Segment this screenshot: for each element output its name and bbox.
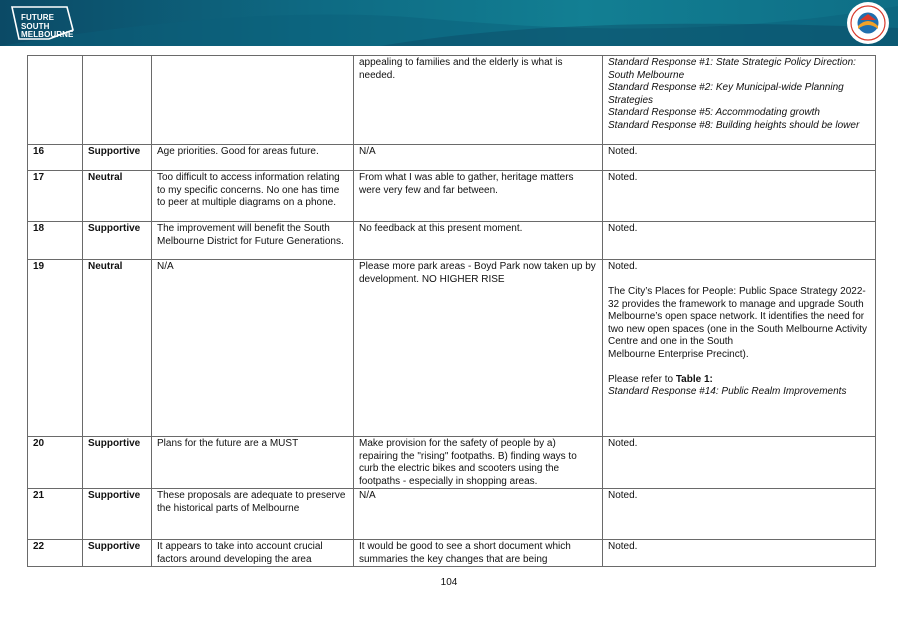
row-sentiment: Supportive <box>83 222 152 260</box>
table-row <box>28 171 876 222</box>
row-number <box>28 56 83 145</box>
city-of-port-phillip-logo <box>846 1 890 45</box>
brand-line-3: MELBOURNE <box>21 30 74 39</box>
refer-prefix: Please refer to <box>608 373 676 385</box>
standard-response-line: Standard Response #14: Public Realm Improvements <box>608 386 847 397</box>
standard-response-line: Standard Response #5: Accommodating growth <box>608 107 820 118</box>
row-feedback: No feedback at this present moment. <box>354 222 603 260</box>
standard-response-line: Standard Response #2: Key Municipal-wide Planning Strategies <box>608 82 844 106</box>
response-noted: Noted. <box>608 261 638 272</box>
row-comment: The improvement will benefit the South Melbourne District for Future Generations. <box>152 222 354 260</box>
row-number: 20 <box>28 437 83 489</box>
row-comment <box>152 56 354 145</box>
row-sentiment: Neutral <box>83 171 152 222</box>
table-row <box>28 56 876 145</box>
row-number: 22 <box>28 540 83 567</box>
row-feedback: It would be good to see a short document which summaries the key changes that are being <box>354 540 603 567</box>
table-row <box>28 145 876 171</box>
row-feedback: Please more park areas - Boyd Park now taken up by development. NO HIGHER RISE <box>354 260 603 437</box>
table-row <box>28 489 876 540</box>
row-feedback: From what I was able to gather, heritage matters were very few and far between. <box>354 171 603 222</box>
row-comment: It appears to take into account crucial factors around developing the area <box>152 540 354 567</box>
row-sentiment <box>83 56 152 145</box>
brand-line-2: SOUTH <box>21 21 50 31</box>
row-feedback: N/A <box>354 145 603 171</box>
row-response: Noted. <box>603 437 876 489</box>
row-response: Noted. <box>603 145 876 171</box>
row-response: Noted. <box>603 540 876 567</box>
row-sentiment: Supportive <box>83 145 152 171</box>
row-sentiment: Supportive <box>83 540 152 567</box>
row-response <box>603 260 876 437</box>
row-sentiment: Neutral <box>83 260 152 437</box>
table-row <box>28 222 876 260</box>
row-comment: Plans for the future are a MUST <box>152 437 354 489</box>
table-row <box>28 540 876 567</box>
row-comment: N/A <box>152 260 354 437</box>
page-number: 104 <box>440 577 458 588</box>
page-header-banner <box>0 0 898 46</box>
row-response: Noted. <box>603 489 876 540</box>
row-response: Noted. <box>603 171 876 222</box>
row-response <box>603 56 876 145</box>
row-number: 21 <box>28 489 83 540</box>
row-number: 16 <box>28 145 83 171</box>
future-south-melbourne-logo <box>9 4 89 42</box>
table-row <box>28 437 876 489</box>
header-swoosh-graphic <box>0 0 898 46</box>
row-number: 18 <box>28 222 83 260</box>
row-number: 19 <box>28 260 83 437</box>
row-feedback: Make provision for the safety of people by a) repairing the "rising" footpaths. B) finding ways to curb the electric bikes and scooters using the footpaths - especially in shopping areas. <box>354 437 603 489</box>
row-sentiment: Supportive <box>83 437 152 489</box>
brand-line-1: FUTURE <box>21 13 55 22</box>
refer-table-label: Table 1: <box>675 373 713 385</box>
submissions-response-table <box>27 55 876 567</box>
row-feedback: N/A <box>354 489 603 540</box>
row-comment: These proposals are adequate to preserve the historical parts of Melbourne <box>152 489 354 540</box>
row-sentiment: Supportive <box>83 489 152 540</box>
standard-response-line: Standard Response #1: State Strategic Policy Direction: South Melbourne <box>608 57 856 81</box>
row-response: Noted. <box>603 222 876 260</box>
row-number: 17 <box>28 171 83 222</box>
row-feedback: appealing to families and the elderly is what is needed. <box>354 56 603 145</box>
response-paragraph-cont: Melbourne Enterprise Precinct). <box>608 348 749 360</box>
standard-response-line: Standard Response #8: Building heights should be lower <box>608 119 860 131</box>
row-comment: Age priorities. Good for areas future. <box>152 145 354 171</box>
row-comment: Too difficult to access information relating to my specific concerns. No one has time to peer at multiple diagrams on a phone. <box>152 171 354 222</box>
response-paragraph: The City’s Places for People: Public Space Strategy 2022-32 provides the framework to manage and upgrade South Melbourne’s open space network. It identifies the need for two new open spaces (one in the South Melbourne Activity Centre and one in the South <box>608 286 868 347</box>
table-row <box>28 260 876 437</box>
